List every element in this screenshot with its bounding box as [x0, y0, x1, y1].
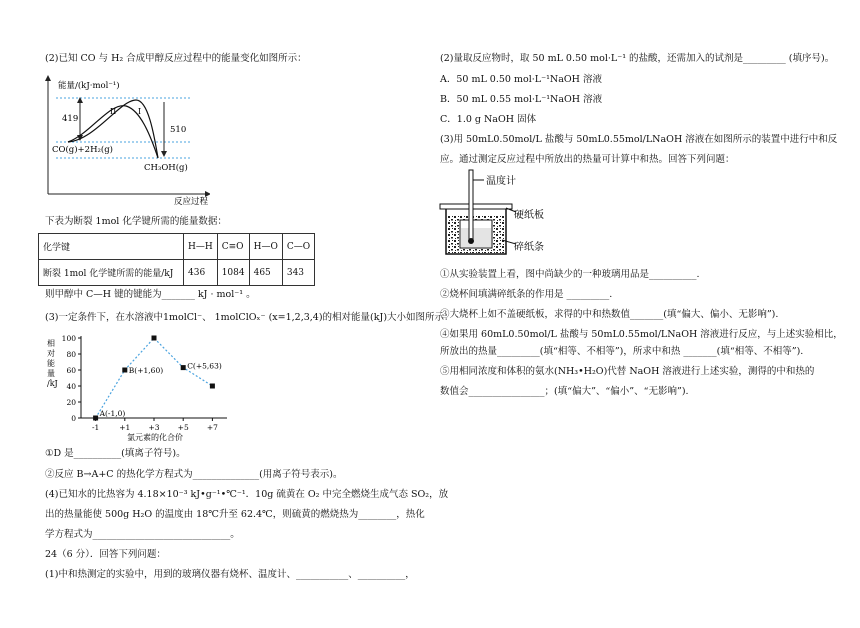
r-q3-line-1: (3)用 50mL0.50mol/L 盐酸与 50mL0.55mol/LNaOH 溶液在如图所示的装置中进行中和反: [440, 134, 838, 145]
q4-line-2: 出的热量能使 500g H₂O 的温度由 18℃升至 62.4℃，则硫黄的燃烧热为________，热化: [45, 509, 425, 520]
calorimeter-diagram: [436, 168, 576, 260]
table-row: [39, 234, 315, 260]
table-cell: 断裂 1mol 化学键所需的能量/kJ: [39, 260, 184, 286]
data-point: [181, 365, 186, 370]
x-tick-label: +7: [206, 423, 218, 432]
r-q3-line-2: 应。通过测定反应过程中所放出的热量可计算中和热。回答下列问题：: [440, 154, 735, 165]
x-tick-label: +1: [119, 423, 131, 432]
option-a: A．50 mL 0.50 mol·L⁻¹NaOH 溶液: [440, 74, 602, 85]
ch-bond-question: 则甲醇中 C—H 键的键能为_______ kJ · mol⁻¹ 。: [45, 289, 256, 300]
sub-q5-line-1: ⑤用相同浓度和体积的氨水(NH₃•H₂O)代替 NaOH 溶液进行上述实验，测得的中和热的: [440, 366, 815, 377]
table-cell: H—O: [249, 234, 282, 260]
y-tick-label: 80: [66, 350, 76, 359]
curve-ii-label: II: [110, 107, 117, 116]
paper-scraps-label: 碎纸条: [514, 242, 544, 253]
energy-diagram: [40, 74, 210, 206]
table-cell: 343: [282, 260, 314, 286]
y-tick-label: 60: [66, 366, 76, 375]
cardboard-label: 硬纸板: [514, 210, 544, 221]
data-point: [210, 384, 215, 389]
curve-i-label: I: [138, 107, 142, 116]
y-tick-label: 100: [61, 334, 76, 343]
val-419: 419: [62, 114, 79, 124]
x-tick-label: +5: [177, 423, 189, 432]
chart-ylabel-part: 能: [47, 359, 55, 368]
chart-ylabel: [47, 338, 58, 388]
table-cell: 436: [184, 260, 218, 286]
sub-q4-line-1: ④如果用 60mL0.50mol/L 盐酸与 50mL0.55mol/LNaOH 溶液进行反应，与上述实验相比，: [440, 329, 843, 340]
table-cell: C≡O: [217, 234, 249, 260]
table-cell: C—O: [282, 234, 314, 260]
x-tick-label: +3: [148, 423, 160, 432]
r-q2-line: (2)量取反应物时，取 50 mL 0.50 mol·L⁻¹ 的盐酸，还需加入的试剂是_________ (填序号)。: [440, 53, 835, 64]
q24-part-1: (1)中和热测定的实验中，用到的玻璃仪器有烧杯、温度计、___________、__________，: [45, 569, 415, 580]
q-d-ion: ①D 是__________(填离子符号)。: [45, 448, 186, 459]
thermometer-label: 温度计: [486, 176, 516, 187]
option-c: C．1.0 g NaOH 固体: [440, 114, 537, 125]
bond-energy-table: [38, 233, 315, 286]
q-reaction: ②反应 B→A+C 的热化学方程式为______________(用离子符号表示)。: [45, 469, 343, 480]
table-cell: 化学键: [39, 234, 184, 260]
chart-ylabel-part: 量: [47, 369, 55, 378]
energy-xlabel: 反应过程: [174, 197, 209, 206]
series-line: [96, 338, 213, 418]
table-cell: 465: [249, 260, 282, 286]
sub-q3: ③大烧杯上如不盖硬纸板，求得的中和热数值_______(填“偏大、偏小、无影响”).: [440, 309, 779, 320]
reactant-label: CO(g)+2H₂(g): [52, 145, 113, 155]
q4-line-1: (4)已知水的比热容为 4.18×10⁻³ kJ•g⁻¹•℃⁻¹．10g 硫黄在 O₂ 中完全燃烧生成气态 SO₂，放: [45, 489, 449, 500]
sub-q2: ②烧杯间填满碎纸条的作用是 _________.: [440, 289, 613, 300]
data-point: [122, 368, 127, 373]
data-point: [152, 336, 157, 341]
table-row: [39, 260, 315, 286]
data-label: B(+1,60): [128, 366, 164, 375]
y-tick-label: 40: [66, 382, 76, 391]
q4-line-3: 学方程式为_____________________________。: [45, 529, 240, 540]
val-510: 510: [170, 125, 187, 135]
chart-ylabel-part: 对: [47, 349, 55, 358]
chart-ylabel-part: /kJ: [47, 379, 58, 388]
data-point: [93, 416, 98, 421]
relative-energy-chart: [45, 332, 235, 442]
y-tick-label: 20: [66, 398, 76, 407]
sub-q1: ①从实验装置上看，图中尚缺少的一种玻璃用品是__________.: [440, 269, 700, 280]
data-label: C(+5,63): [187, 361, 222, 371]
q3-intro: (3)一定条件下，在水溶液中1molCl⁻、 1molClOₓ⁻ (x=1,2,3,4)的相对能量(kJ)大小如图所示：: [45, 312, 454, 323]
sub-q5-line-2: 数值会________________；(填“偏大”、“偏小”、“无影响”).: [440, 386, 689, 397]
chart-ylabel-part: 相: [47, 339, 55, 348]
data-label: A(-1,0): [99, 409, 126, 418]
q24-heading: 24（6 分）．回答下列问题：: [45, 549, 166, 560]
energy-ylabel: 能量/(kJ·mol⁻¹): [58, 81, 120, 91]
product-label: CH₃OH(g): [144, 163, 188, 173]
option-b: B．50 mL 0.55 mol·L⁻¹NaOH 溶液: [440, 94, 603, 105]
sub-q4-line-2: 所放出的热量_________(填“相等、不相等”)，所求中和热 _______(填“相等、不相等”).: [440, 346, 804, 357]
q2-intro: (2)已知 CO 与 H₂ 合成甲醇反应过程中的能量变化如图所示：: [45, 53, 307, 64]
table-cell: H—H: [184, 234, 218, 260]
table-intro: 下表为断裂 1mol 化学键所需的能量数据：: [45, 216, 227, 227]
chart-xlabel: 氯元素的化合价: [127, 433, 183, 442]
table-cell: 1084: [217, 260, 249, 286]
y-tick-label: 0: [71, 414, 76, 423]
x-tick-label: -1: [91, 423, 100, 432]
